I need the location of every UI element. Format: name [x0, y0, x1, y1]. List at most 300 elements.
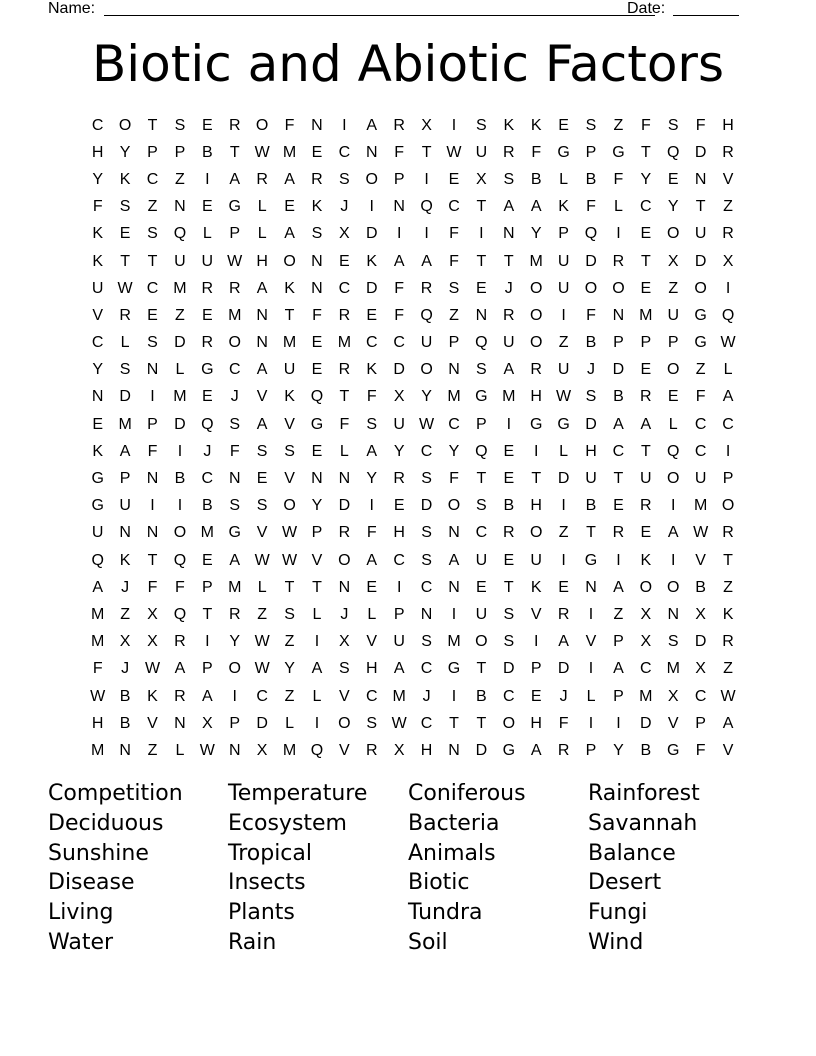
- grid-letter[interactable]: S: [503, 633, 515, 651]
- grid-letter[interactable]: P: [613, 334, 624, 352]
- grid-letter[interactable]: M: [200, 524, 214, 542]
- grid-letter[interactable]: N: [311, 252, 323, 270]
- grid-letter[interactable]: A: [640, 415, 652, 433]
- grid-letter[interactable]: I: [369, 497, 374, 515]
- grid-letter[interactable]: T: [640, 442, 651, 460]
- grid-letter[interactable]: S: [119, 198, 131, 216]
- grid-letter[interactable]: E: [311, 361, 323, 379]
- grid-letter[interactable]: I: [150, 497, 155, 515]
- grid-letter[interactable]: J: [504, 279, 513, 297]
- grid-letter[interactable]: C: [448, 198, 460, 216]
- grid-letter[interactable]: L: [312, 605, 322, 623]
- grid-letter[interactable]: K: [722, 605, 734, 623]
- grid-letter[interactable]: U: [475, 143, 488, 161]
- grid-letter[interactable]: W: [391, 714, 407, 732]
- grid-letter[interactable]: A: [284, 225, 295, 243]
- grid-letter[interactable]: W: [720, 687, 736, 705]
- grid-letter[interactable]: L: [175, 741, 185, 759]
- grid-letter[interactable]: Q: [667, 442, 680, 460]
- grid-letter[interactable]: T: [421, 143, 432, 161]
- grid-letter[interactable]: Z: [257, 605, 268, 623]
- grid-letter[interactable]: N: [667, 605, 680, 623]
- grid-letter[interactable]: S: [174, 116, 186, 134]
- grid-letter[interactable]: B: [119, 687, 131, 705]
- grid-letter[interactable]: L: [257, 578, 267, 596]
- grid-letter[interactable]: J: [340, 198, 349, 216]
- grid-letter[interactable]: E: [366, 578, 378, 596]
- grid-letter[interactable]: J: [422, 687, 431, 705]
- grid-letter[interactable]: O: [667, 470, 680, 488]
- grid-letter[interactable]: T: [284, 306, 295, 324]
- grid-letter[interactable]: P: [229, 225, 241, 243]
- grid-letter[interactable]: H: [91, 714, 104, 732]
- grid-letter[interactable]: S: [339, 170, 350, 188]
- grid-letter[interactable]: M: [228, 306, 242, 324]
- grid-letter[interactable]: D: [119, 388, 131, 406]
- grid-letter[interactable]: A: [92, 578, 104, 596]
- grid-letter[interactable]: U: [530, 551, 542, 569]
- grid-letter[interactable]: F: [175, 578, 185, 596]
- grid-letter[interactable]: T: [695, 198, 706, 216]
- grid-letter[interactable]: Z: [449, 306, 459, 324]
- grid-letter[interactable]: K: [530, 116, 542, 134]
- grid-letter[interactable]: K: [284, 279, 295, 297]
- grid-letter[interactable]: J: [559, 687, 568, 705]
- grid-letter[interactable]: T: [147, 252, 158, 270]
- grid-letter[interactable]: I: [314, 633, 320, 651]
- grid-letter[interactable]: L: [285, 714, 294, 732]
- grid-letter[interactable]: I: [588, 605, 594, 623]
- grid-letter[interactable]: N: [503, 225, 515, 243]
- grid-letter[interactable]: U: [91, 279, 104, 297]
- grid-letter[interactable]: S: [284, 605, 295, 623]
- grid-letter[interactable]: Z: [613, 605, 624, 623]
- grid-letter[interactable]: O: [694, 279, 707, 297]
- grid-letter[interactable]: I: [396, 225, 402, 243]
- grid-letter[interactable]: E: [613, 497, 624, 515]
- grid-letter[interactable]: U: [557, 279, 570, 297]
- grid-letter[interactable]: O: [365, 170, 378, 188]
- grid-letter[interactable]: L: [723, 361, 733, 379]
- grid-letter[interactable]: E: [284, 198, 295, 216]
- grid-letter[interactable]: J: [587, 361, 596, 379]
- grid-letter[interactable]: X: [722, 252, 734, 270]
- grid-letter[interactable]: S: [503, 605, 515, 623]
- grid-letter[interactable]: F: [229, 442, 240, 460]
- grid-letter[interactable]: M: [118, 415, 132, 433]
- grid-letter[interactable]: C: [393, 551, 405, 569]
- grid-letter[interactable]: F: [449, 252, 459, 270]
- grid-letter[interactable]: C: [393, 334, 405, 352]
- grid-letter[interactable]: P: [640, 334, 652, 352]
- grid-letter[interactable]: E: [448, 170, 460, 188]
- grid-letter[interactable]: N: [174, 714, 186, 732]
- grid-letter[interactable]: L: [367, 605, 377, 623]
- grid-letter[interactable]: R: [393, 470, 405, 488]
- grid-letter[interactable]: O: [529, 524, 543, 542]
- grid-letter[interactable]: O: [475, 633, 488, 651]
- grid-letter[interactable]: T: [476, 198, 487, 216]
- grid-letter[interactable]: J: [230, 388, 239, 406]
- grid-letter[interactable]: C: [640, 198, 652, 216]
- grid-letter[interactable]: R: [612, 524, 625, 542]
- grid-letter[interactable]: I: [533, 442, 539, 460]
- grid-letter[interactable]: L: [175, 361, 185, 379]
- grid-letter[interactable]: Z: [668, 279, 679, 297]
- grid-letter[interactable]: Z: [120, 605, 130, 623]
- grid-letter[interactable]: R: [256, 170, 268, 188]
- grid-letter[interactable]: F: [695, 116, 706, 134]
- grid-letter[interactable]: I: [588, 714, 594, 732]
- grid-letter[interactable]: M: [282, 143, 297, 161]
- grid-letter[interactable]: E: [640, 524, 652, 542]
- grid-letter[interactable]: O: [338, 714, 351, 732]
- grid-letter[interactable]: C: [694, 442, 707, 460]
- grid-letter[interactable]: V: [585, 633, 597, 651]
- grid-letter[interactable]: T: [476, 660, 487, 678]
- grid-letter[interactable]: R: [722, 633, 734, 651]
- grid-letter[interactable]: I: [342, 116, 347, 134]
- grid-letter[interactable]: Y: [229, 633, 241, 651]
- grid-letter[interactable]: E: [92, 415, 104, 433]
- grid-letter[interactable]: Y: [393, 442, 405, 460]
- grid-letter[interactable]: X: [640, 605, 652, 623]
- grid-letter[interactable]: L: [202, 225, 212, 243]
- grid-letter[interactable]: K: [503, 116, 515, 134]
- grid-letter[interactable]: T: [147, 116, 158, 134]
- grid-letter[interactable]: S: [366, 415, 378, 433]
- grid-letter[interactable]: D: [640, 714, 652, 732]
- grid-letter[interactable]: P: [695, 714, 706, 732]
- grid-letter[interactable]: R: [722, 524, 734, 542]
- grid-letter[interactable]: O: [721, 497, 735, 515]
- grid-letter[interactable]: P: [530, 660, 542, 678]
- grid-letter[interactable]: N: [256, 334, 268, 352]
- grid-letter[interactable]: F: [531, 143, 542, 161]
- grid-letter[interactable]: Q: [584, 225, 598, 243]
- grid-letter[interactable]: S: [256, 442, 268, 460]
- grid-letter[interactable]: E: [503, 551, 515, 569]
- grid-letter[interactable]: P: [229, 714, 241, 732]
- grid-letter[interactable]: U: [283, 361, 296, 379]
- grid-letter[interactable]: U: [393, 633, 405, 651]
- grid-letter[interactable]: A: [201, 687, 213, 705]
- grid-letter[interactable]: S: [229, 497, 241, 515]
- grid-letter[interactable]: R: [311, 170, 323, 188]
- grid-letter[interactable]: O: [255, 116, 269, 134]
- grid-letter[interactable]: E: [503, 442, 515, 460]
- grid-letter[interactable]: T: [476, 714, 487, 732]
- grid-letter[interactable]: Z: [723, 198, 733, 216]
- grid-letter[interactable]: E: [640, 361, 652, 379]
- grid-letter[interactable]: L: [120, 334, 130, 352]
- grid-letter[interactable]: M: [91, 605, 105, 623]
- grid-letter[interactable]: R: [503, 143, 515, 161]
- grid-letter[interactable]: I: [616, 551, 621, 569]
- grid-letter[interactable]: Z: [284, 633, 295, 651]
- grid-letter[interactable]: Q: [667, 143, 680, 161]
- grid-letter[interactable]: V: [366, 633, 378, 651]
- grid-letter[interactable]: C: [420, 714, 433, 732]
- grid-letter[interactable]: W: [693, 524, 709, 542]
- grid-letter[interactable]: S: [421, 633, 432, 651]
- grid-letter[interactable]: S: [421, 524, 432, 542]
- grid-letter[interactable]: C: [228, 361, 241, 379]
- grid-letter[interactable]: V: [284, 415, 295, 433]
- grid-letter[interactable]: N: [694, 170, 707, 188]
- grid-letter[interactable]: U: [91, 524, 104, 542]
- grid-letter[interactable]: V: [722, 170, 734, 188]
- grid-letter[interactable]: E: [476, 578, 487, 596]
- grid-letter[interactable]: R: [557, 741, 570, 759]
- grid-letter[interactable]: W: [199, 741, 215, 759]
- grid-letter[interactable]: E: [503, 470, 515, 488]
- grid-letter[interactable]: P: [311, 524, 323, 542]
- grid-letter[interactable]: R: [119, 306, 131, 324]
- grid-letter[interactable]: H: [91, 143, 104, 161]
- grid-letter[interactable]: N: [393, 198, 405, 216]
- grid-letter[interactable]: E: [201, 388, 213, 406]
- grid-letter[interactable]: H: [530, 497, 542, 515]
- grid-letter[interactable]: N: [119, 524, 131, 542]
- grid-letter[interactable]: R: [503, 306, 515, 324]
- grid-letter[interactable]: C: [503, 687, 515, 705]
- grid-letter[interactable]: V: [92, 306, 104, 324]
- grid-letter[interactable]: A: [284, 170, 295, 188]
- grid-letter[interactable]: D: [694, 143, 707, 161]
- grid-letter[interactable]: Z: [723, 578, 733, 596]
- grid-letter[interactable]: Z: [558, 334, 569, 352]
- grid-letter[interactable]: Q: [310, 741, 324, 759]
- grid-letter[interactable]: S: [448, 279, 460, 297]
- grid-letter[interactable]: W: [446, 143, 462, 161]
- grid-letter[interactable]: R: [338, 306, 351, 324]
- grid-letter[interactable]: N: [448, 524, 460, 542]
- grid-letter[interactable]: P: [147, 415, 158, 433]
- grid-letter[interactable]: Y: [640, 170, 652, 188]
- grid-letter[interactable]: E: [530, 687, 542, 705]
- grid-letter[interactable]: A: [256, 415, 268, 433]
- grid-letter[interactable]: Z: [175, 306, 185, 324]
- grid-letter[interactable]: M: [91, 633, 105, 651]
- grid-letter[interactable]: X: [339, 225, 350, 243]
- grid-letter[interactable]: G: [502, 741, 516, 759]
- grid-letter[interactable]: W: [556, 388, 572, 406]
- grid-letter[interactable]: Y: [284, 660, 295, 678]
- grid-letter[interactable]: U: [420, 334, 433, 352]
- grid-letter[interactable]: S: [421, 551, 432, 569]
- grid-letter[interactable]: U: [393, 415, 405, 433]
- grid-letter[interactable]: Q: [173, 225, 187, 243]
- grid-letter[interactable]: N: [585, 578, 597, 596]
- grid-letter[interactable]: F: [366, 524, 377, 542]
- grid-letter[interactable]: I: [177, 497, 183, 515]
- grid-letter[interactable]: F: [586, 306, 596, 324]
- grid-letter[interactable]: D: [585, 252, 597, 270]
- grid-letter[interactable]: E: [201, 198, 213, 216]
- grid-letter[interactable]: I: [671, 497, 676, 515]
- grid-letter[interactable]: M: [447, 633, 461, 651]
- grid-letter[interactable]: A: [613, 415, 624, 433]
- grid-letter[interactable]: P: [585, 741, 597, 759]
- grid-letter[interactable]: G: [91, 470, 104, 488]
- grid-letter[interactable]: A: [558, 633, 569, 651]
- grid-letter[interactable]: C: [722, 415, 734, 433]
- grid-letter[interactable]: K: [530, 578, 542, 596]
- grid-letter[interactable]: H: [393, 524, 405, 542]
- grid-letter[interactable]: A: [256, 361, 268, 379]
- grid-letter[interactable]: R: [530, 361, 542, 379]
- grid-letter[interactable]: W: [227, 252, 243, 270]
- grid-letter[interactable]: U: [585, 470, 597, 488]
- grid-letter[interactable]: E: [558, 578, 569, 596]
- grid-letter[interactable]: C: [694, 687, 707, 705]
- grid-letter[interactable]: Q: [91, 551, 104, 569]
- grid-letter[interactable]: N: [146, 470, 159, 488]
- grid-letter[interactable]: F: [92, 198, 103, 216]
- grid-letter[interactable]: B: [640, 741, 652, 759]
- grid-letter[interactable]: O: [338, 551, 351, 569]
- grid-letter[interactable]: E: [119, 225, 131, 243]
- grid-letter[interactable]: C: [338, 279, 351, 297]
- grid-letter[interactable]: F: [394, 306, 405, 324]
- grid-letter[interactable]: T: [586, 524, 596, 542]
- grid-letter[interactable]: D: [694, 633, 707, 651]
- grid-letter[interactable]: I: [479, 225, 484, 243]
- grid-letter[interactable]: C: [694, 415, 707, 433]
- grid-letter[interactable]: I: [369, 198, 374, 216]
- grid-letter[interactable]: N: [146, 524, 159, 542]
- grid-letter[interactable]: G: [667, 741, 680, 759]
- grid-letter[interactable]: G: [310, 415, 324, 433]
- grid-letter[interactable]: Y: [92, 361, 104, 379]
- grid-letter[interactable]: F: [394, 279, 405, 297]
- grid-letter[interactable]: A: [311, 660, 323, 678]
- grid-letter[interactable]: W: [254, 143, 270, 161]
- grid-letter[interactable]: T: [503, 578, 514, 596]
- grid-letter[interactable]: A: [229, 170, 241, 188]
- grid-letter[interactable]: E: [201, 306, 213, 324]
- grid-letter[interactable]: G: [201, 361, 214, 379]
- grid-letter[interactable]: I: [150, 388, 155, 406]
- grid-letter[interactable]: M: [228, 578, 242, 596]
- grid-letter[interactable]: K: [366, 361, 378, 379]
- grid-letter[interactable]: P: [667, 334, 679, 352]
- grid-letter[interactable]: J: [121, 578, 130, 596]
- grid-letter[interactable]: X: [695, 605, 706, 623]
- grid-letter[interactable]: C: [420, 660, 433, 678]
- grid-letter[interactable]: Q: [201, 415, 214, 433]
- grid-letter[interactable]: O: [667, 578, 680, 596]
- grid-letter[interactable]: Q: [475, 442, 488, 460]
- grid-letter[interactable]: A: [613, 660, 624, 678]
- grid-letter[interactable]: E: [667, 170, 679, 188]
- grid-letter[interactable]: E: [667, 388, 679, 406]
- grid-letter[interactable]: V: [147, 714, 158, 732]
- grid-letter[interactable]: Z: [723, 660, 733, 678]
- grid-letter[interactable]: F: [449, 470, 459, 488]
- grid-letter[interactable]: K: [311, 198, 323, 216]
- grid-letter[interactable]: C: [420, 578, 433, 596]
- grid-letter[interactable]: G: [447, 660, 461, 678]
- grid-letter[interactable]: E: [366, 306, 378, 324]
- grid-letter[interactable]: F: [147, 578, 158, 596]
- grid-letter[interactable]: E: [476, 279, 487, 297]
- grid-letter[interactable]: O: [228, 334, 241, 352]
- grid-letter[interactable]: Z: [147, 741, 158, 759]
- grid-letter[interactable]: O: [502, 714, 516, 732]
- grid-letter[interactable]: T: [476, 470, 487, 488]
- grid-letter[interactable]: N: [91, 388, 104, 406]
- name-blank-line[interactable]: [104, 15, 655, 16]
- grid-letter[interactable]: N: [146, 361, 159, 379]
- grid-letter[interactable]: S: [339, 660, 350, 678]
- grid-letter[interactable]: R: [338, 361, 351, 379]
- grid-letter[interactable]: A: [174, 660, 186, 678]
- grid-letter[interactable]: O: [283, 252, 296, 270]
- grid-letter[interactable]: N: [311, 279, 323, 297]
- grid-letter[interactable]: O: [173, 524, 187, 542]
- grid-letter[interactable]: A: [667, 524, 679, 542]
- grid-letter[interactable]: X: [119, 633, 131, 651]
- grid-letter[interactable]: F: [613, 170, 624, 188]
- grid-letter[interactable]: A: [256, 279, 268, 297]
- grid-letter[interactable]: T: [723, 551, 733, 569]
- grid-letter[interactable]: P: [476, 415, 487, 433]
- grid-letter[interactable]: V: [256, 524, 268, 542]
- grid-letter[interactable]: L: [613, 198, 623, 216]
- grid-letter[interactable]: I: [671, 551, 676, 569]
- grid-letter[interactable]: P: [147, 143, 158, 161]
- grid-letter[interactable]: S: [585, 388, 597, 406]
- grid-letter[interactable]: Q: [721, 306, 735, 324]
- grid-letter[interactable]: R: [640, 388, 652, 406]
- grid-letter[interactable]: N: [448, 578, 460, 596]
- grid-letter[interactable]: W: [419, 415, 435, 433]
- grid-letter[interactable]: G: [529, 415, 543, 433]
- grid-letter[interactable]: U: [475, 605, 488, 623]
- grid-letter[interactable]: G: [557, 143, 570, 161]
- grid-letter[interactable]: N: [448, 741, 460, 759]
- grid-letter[interactable]: A: [393, 660, 405, 678]
- grid-letter[interactable]: R: [420, 279, 433, 297]
- grid-letter[interactable]: W: [254, 633, 270, 651]
- grid-letter[interactable]: Q: [420, 306, 433, 324]
- grid-letter[interactable]: U: [694, 470, 707, 488]
- grid-letter[interactable]: M: [666, 660, 680, 678]
- grid-letter[interactable]: B: [476, 687, 487, 705]
- grid-letter[interactable]: Z: [147, 198, 158, 216]
- grid-letter[interactable]: U: [667, 306, 680, 324]
- grid-letter[interactable]: S: [229, 415, 241, 433]
- grid-letter[interactable]: I: [451, 687, 457, 705]
- grid-letter[interactable]: D: [503, 660, 515, 678]
- grid-letter[interactable]: A: [530, 741, 542, 759]
- grid-letter[interactable]: S: [147, 334, 158, 352]
- grid-letter[interactable]: I: [232, 687, 237, 705]
- grid-letter[interactable]: H: [256, 252, 268, 270]
- grid-letter[interactable]: I: [451, 116, 457, 134]
- grid-letter[interactable]: O: [447, 497, 461, 515]
- grid-letter[interactable]: R: [201, 279, 214, 297]
- grid-letter[interactable]: I: [588, 660, 594, 678]
- grid-letter[interactable]: P: [119, 470, 131, 488]
- grid-letter[interactable]: U: [119, 497, 131, 515]
- grid-letter[interactable]: B: [119, 714, 131, 732]
- grid-letter[interactable]: I: [177, 442, 183, 460]
- grid-letter[interactable]: X: [147, 633, 158, 651]
- grid-letter[interactable]: W: [254, 551, 270, 569]
